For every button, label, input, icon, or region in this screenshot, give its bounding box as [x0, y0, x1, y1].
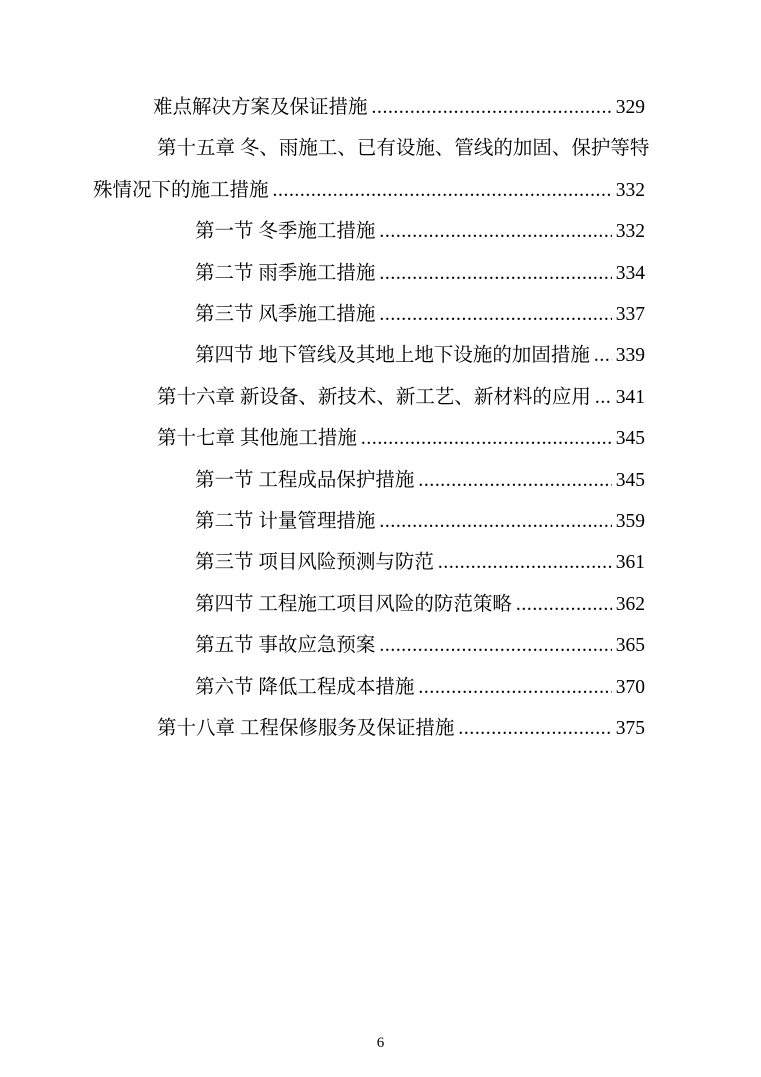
leader-dots	[594, 335, 612, 376]
leader-dots	[438, 542, 612, 583]
toc-page-number: 337	[615, 304, 645, 326]
toc-line	[93, 335, 645, 376]
toc-entry-section	[93, 501, 645, 542]
toc-entry-chapter	[93, 128, 650, 211]
toc-entry-section	[93, 460, 645, 501]
toc-page-number: 332	[615, 179, 645, 201]
toc-entry-text: 殊情况下的施工措施	[93, 179, 269, 201]
toc-entry-section	[93, 253, 645, 294]
toc-page-number: 375	[615, 718, 645, 740]
toc-line	[93, 460, 645, 501]
toc-page-number: 339	[615, 345, 645, 367]
leader-dots	[361, 418, 612, 459]
toc-entry-text: 第十七章 其他施工措施	[157, 428, 357, 450]
toc-entry-text: 第六节 降低工程成本措施	[195, 676, 415, 698]
toc-line	[93, 211, 645, 252]
toc-entry-chapter	[93, 377, 645, 418]
leader-dots	[516, 584, 612, 625]
toc-entry-text: 第二节 雨季施工措施	[195, 262, 376, 284]
toc-line	[93, 170, 645, 211]
toc-page-number: 361	[615, 552, 645, 574]
toc-page-number: 362	[615, 593, 645, 615]
toc-line	[93, 708, 645, 749]
leader-dots	[379, 253, 611, 294]
toc-page-number: 345	[615, 428, 645, 450]
page-footer-number: 6	[376, 1035, 385, 1051]
table-of-contents	[93, 87, 650, 750]
leader-dots	[458, 708, 611, 749]
toc-entry-text: 难点解决方案及保证措施	[153, 97, 368, 118]
toc-line	[93, 584, 645, 625]
toc-line	[93, 253, 645, 294]
toc-entry-text: 第十五章 冬、雨施工、已有设施、管线的加固、保护等特	[157, 138, 650, 160]
toc-entry-text: 第十八章 工程保修服务及保证措施	[157, 718, 455, 740]
toc-page-number: 370	[615, 676, 645, 698]
leader-dots	[379, 294, 611, 335]
toc-line	[93, 87, 645, 128]
toc-entry-text: 第四节 工程施工项目风险的防范策略	[195, 593, 512, 615]
leader-dots	[273, 170, 612, 211]
toc-page-number: 359	[615, 511, 645, 533]
toc-line	[93, 542, 645, 583]
toc-entry-sub-heading	[93, 87, 645, 128]
toc-page-number: 345	[615, 469, 645, 491]
toc-entry-text: 第三节 风季施工措施	[195, 304, 376, 326]
toc-line	[93, 625, 645, 666]
toc-entry-section	[93, 211, 645, 252]
leader-dots	[379, 211, 611, 252]
leader-dots	[595, 377, 612, 418]
toc-entry-section	[93, 584, 645, 625]
leader-dots	[379, 501, 611, 542]
toc-page-number: 329	[615, 97, 645, 118]
leader-dots	[379, 625, 611, 666]
toc-entry-section	[93, 667, 645, 708]
toc-line	[93, 377, 645, 418]
toc-line	[93, 294, 645, 335]
toc-page-number: 341	[615, 386, 645, 408]
leader-dots	[418, 667, 611, 708]
toc-entry-section	[93, 542, 645, 583]
toc-entry-chapter	[93, 708, 645, 749]
toc-entry-text: 第二节 计量管理措施	[195, 511, 376, 533]
toc-line	[93, 501, 645, 542]
toc-entry-chapter	[93, 418, 645, 459]
toc-page-number: 334	[615, 262, 645, 284]
toc-entry-text: 第十六章 新设备、新技术、新工艺、新材料的应用	[157, 386, 591, 408]
toc-entry-section	[93, 625, 645, 666]
toc-entry-text: 第五节 事故应急预案	[195, 635, 376, 657]
leader-dots	[372, 87, 612, 128]
toc-line	[93, 418, 645, 459]
toc-entry-text: 第一节 冬季施工措施	[195, 221, 376, 243]
leader-dots	[418, 460, 611, 501]
toc-entry-text: 第三节 项目风险预测与防范	[195, 552, 434, 574]
toc-entry-section	[93, 335, 645, 376]
toc-page-number: 365	[615, 635, 645, 657]
toc-entry-text: 第四节 地下管线及其地上地下设施的加固措施	[195, 345, 590, 367]
toc-entry-text: 第一节 工程成品保护措施	[195, 469, 415, 491]
toc-line	[93, 667, 645, 708]
toc-line	[93, 128, 650, 169]
toc-page-number: 332	[615, 221, 645, 243]
toc-entry-section	[93, 294, 645, 335]
